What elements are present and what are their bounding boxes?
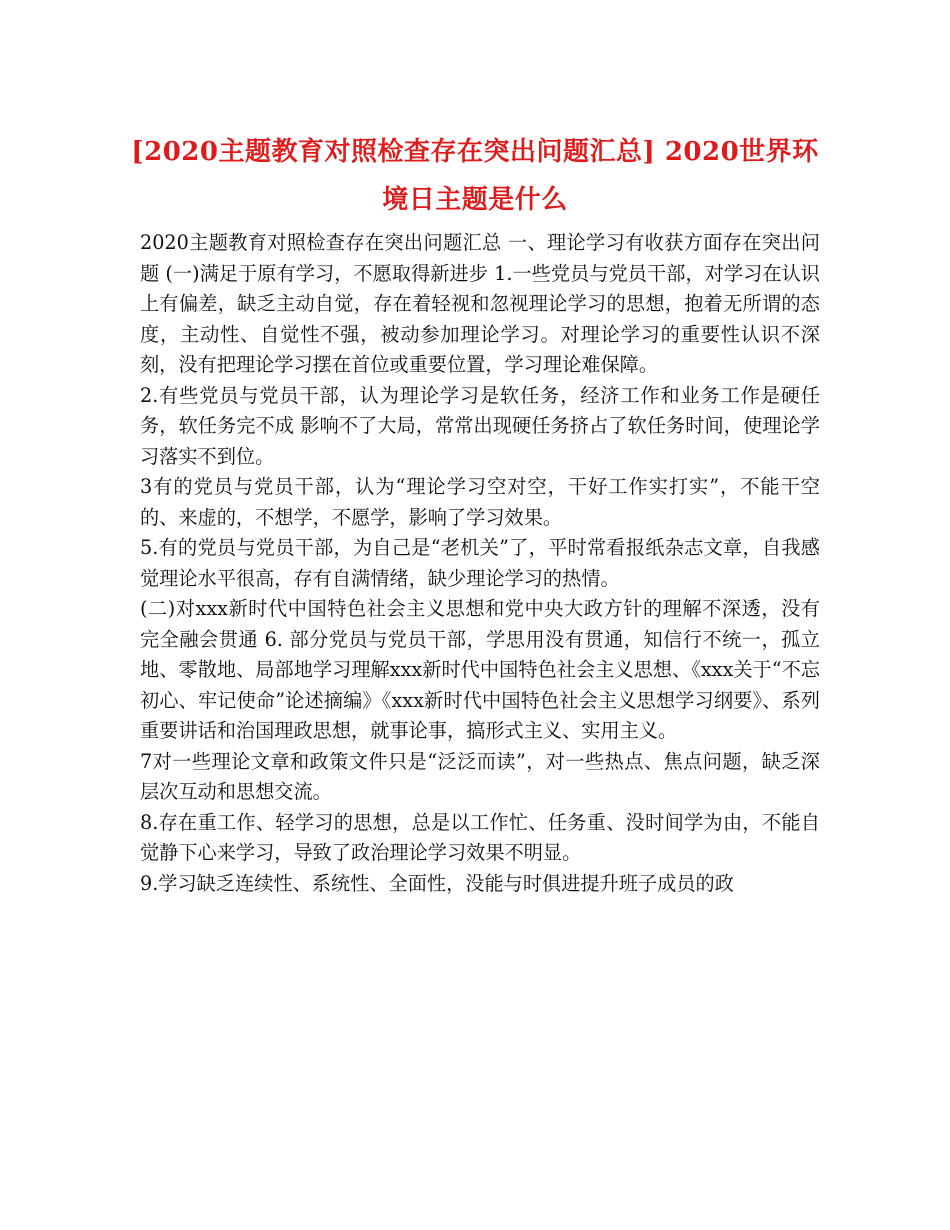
body-paragraph: 9.学习缺乏连续性、系统性、全面性，没能与时俱进提升班子成员的政 — [140, 871, 734, 895]
body-paragraph: 7对一些理论文章和政策文件只是“泛泛而读”，对一些热点、焦点问题，缺乏深层次互动和思想交流。 — [140, 749, 820, 803]
body-paragraph: (二)对xxx新时代中国特色社会主义思想和党中央大政方针的理解不深透，没有完全融会贯通 6. 部分党员与党员干部，学思用没有贯通，知信行不统一，孤立地、零散地、局部地学习理解xxx新时代中国特色社会主义思想、《xxx关于“不忘初心、牢记使命”论述摘编》《xxx新时代中国特色社会主义思想学习纲要》、系列重要讲话和治国理政思想，就事论事，搞形式主义、实用主义。 — [140, 597, 820, 742]
body-paragraph: 2020主题教育对照检查存在突出问题汇总 一、理论学习有收获方面存在突出问题 (一)满足于原有学习，不愿取得新进步 1.一些党员与党员干部，对学习在认识上有偏差，缺乏主动自觉，存在着轻视和忽视理论学习的思想，抱着无所谓的态度，主动性、自觉性不强，被动参加理论学习。对理论学习的重要性认识不深刻，没有把理论学习摆在首位或重要位置，学习理论难保障。 — [140, 231, 820, 376]
body-paragraph: 5.有的党员与党员干部，为自己是“老机关”了，平时常看报纸杂志文章，自我感觉理论水平很高，存有自满情绪，缺少理论学习的热情。 — [140, 536, 820, 590]
body-paragraph: 8.存在重工作、轻学习的思想，总是以工作忙、任务重、没时间学为由，不能自觉静下心来学习，导致了政治理论学习效果不明显。 — [140, 810, 820, 864]
document-title: [2020主题教育对照检查存在突出问题汇总] 2020世界环境日主题是什么 — [131, 137, 819, 215]
body-paragraph: 3有的党员与党员干部，认为“理论学习空对空，干好工作实打实”，不能干空的、来虚的，不想学，不愿学，影响了学习效果。 — [140, 475, 820, 529]
document-body — [140, 228, 820, 899]
body-paragraph: 2.有些党员与党员干部，认为理论学习是软任务，经济工作和业务工作是硬任务，软任务完不成 影响不了大局，常常出现硬任务挤占了软任务时间，使理论学习落实不到位。 — [140, 383, 820, 468]
